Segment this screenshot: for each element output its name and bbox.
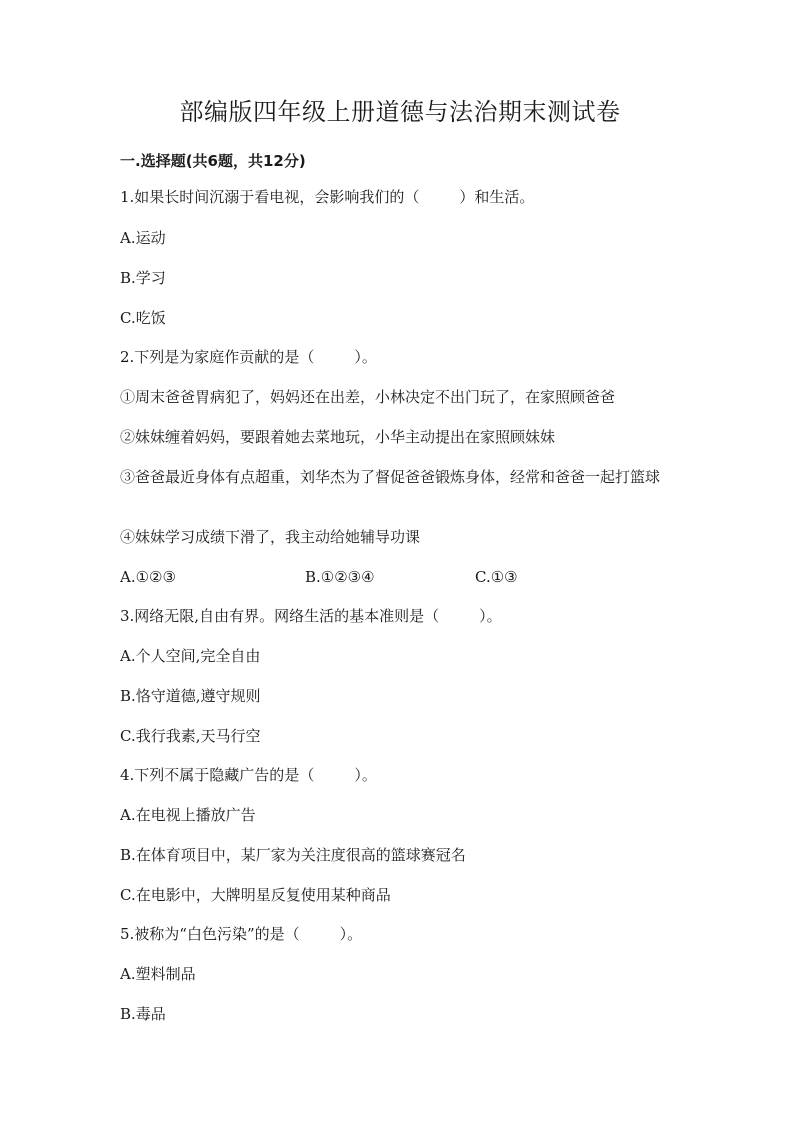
question-1-stem-before: 1.如果长时间沉溺于看电视，会影响我们的（ — [120, 188, 420, 206]
question-1-stem-after: ）和生活。 — [459, 188, 535, 206]
question-5-stem-after: ）。 — [339, 925, 363, 943]
question-2-item-3: ③爸爸最近身体有点超重，刘华杰为了督促爸爸锻炼身体，经常和爸爸一起打篮球 — [120, 468, 661, 486]
section-heading: 一.选择题(共6题，共12分) — [120, 152, 306, 170]
question-5-stem — [120, 923, 680, 945]
page-title: 部编版四年级上册道德与法治期末测试卷 — [179, 98, 621, 126]
question-4-stem — [120, 764, 680, 786]
question-4-stem-after: ）。 — [354, 766, 377, 784]
question-5-option-b: B.毒品 — [120, 1005, 166, 1023]
question-1-option-c: C.吃饭 — [120, 309, 166, 327]
question-2-stem — [120, 346, 680, 368]
question-3-option-b: B.恪守道德,遵守规则 — [120, 687, 261, 705]
question-2-option-b: B.①②③④ — [305, 568, 375, 586]
question-4-stem-before: 4.下列不属于隐藏广告的是（ — [120, 766, 315, 784]
question-1-stem — [120, 186, 680, 208]
question-2-stem-before: 2.下列是为家庭作贡献的是（ — [120, 348, 315, 366]
question-3-option-a: A.个人空间,完全自由 — [120, 647, 261, 665]
question-3-stem-after: ）。 — [479, 607, 502, 625]
question-2-stem-after: ）。 — [354, 348, 377, 366]
question-3-stem — [120, 605, 680, 627]
question-5-option-a: A.塑料制品 — [120, 965, 196, 983]
question-2-option-c: C.①③ — [475, 568, 518, 586]
question-2-item-4: ④妹妹学习成绩下滑了，我主动给她辅导功课 — [120, 528, 421, 546]
question-1-option-b: B.学习 — [120, 269, 166, 287]
question-4-option-a: A.在电视上播放广告 — [120, 806, 256, 824]
question-2-item-2: ②妹妹缠着妈妈，要跟着她去菜地玩，小华主动提出在家照顾妹妹 — [120, 428, 556, 446]
question-3-stem-before: 3.网络无限,自由有界。网络生活的基本准则是（ — [120, 607, 440, 625]
question-4-option-b: B.在体育项目中，某厂家为关注度很高的篮球赛冠名 — [120, 846, 466, 864]
question-4-option-c: C.在电影中，大牌明星反复使用某种商品 — [120, 886, 391, 904]
question-2-item-1: ①周末爸爸胃病犯了，妈妈还在出差，小林决定不出门玩了，在家照顾爸爸 — [120, 388, 616, 406]
question-2-option-a: A.①②③ — [120, 568, 176, 586]
question-5-stem-before: 5.被称为“白色污染”的是（ — [120, 925, 300, 943]
question-3-option-c: C.我行我素,天马行空 — [120, 727, 261, 745]
question-1-option-a: A.运动 — [120, 229, 166, 247]
